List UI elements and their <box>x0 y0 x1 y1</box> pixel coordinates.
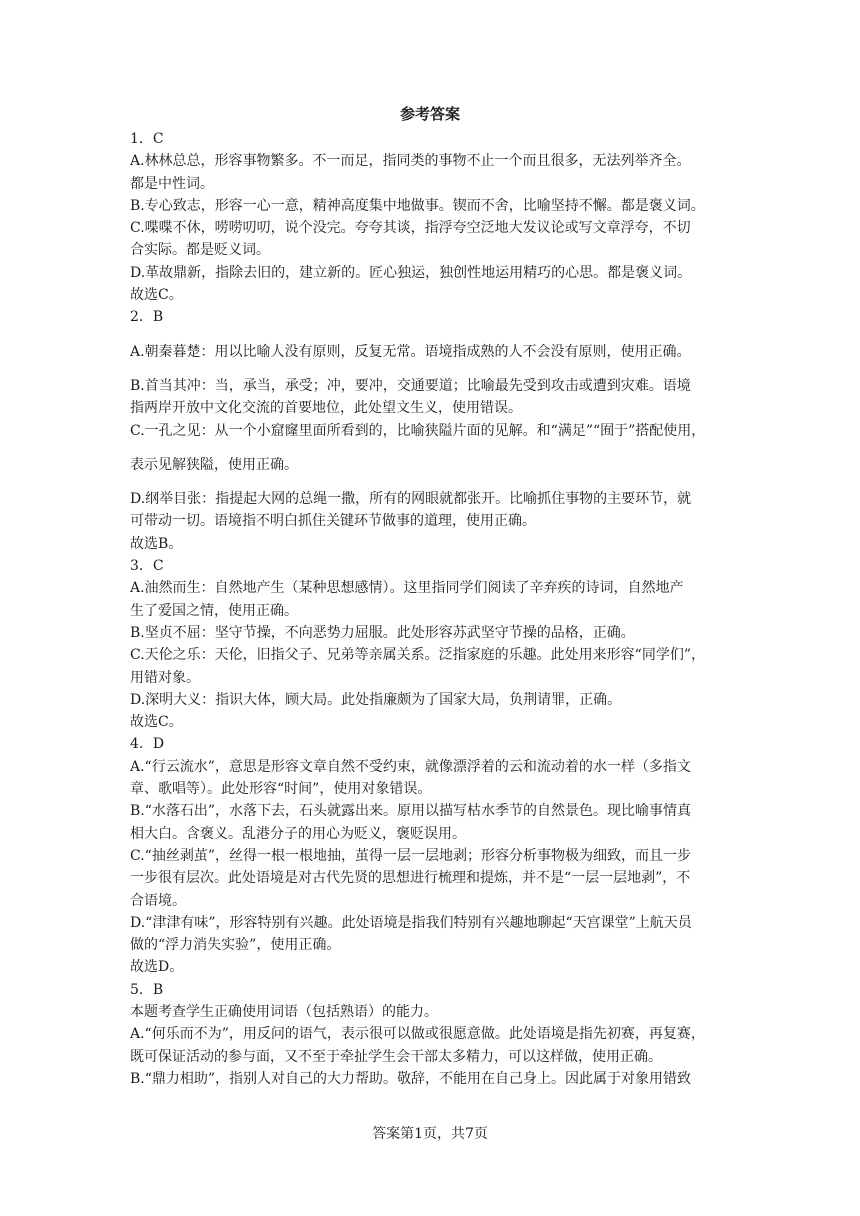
answer-body <box>130 128 742 1090</box>
text-line: 故选B。 <box>130 535 183 552</box>
text-line: B.坚贞不屈：坚守节操，不向恶势力屈服。此处形容苏武坚守节操的品格，正确。 <box>130 624 635 641</box>
text-line: C.“抽丝剥茧”，丝得一根一根地抽，茧得一层一层地剥；形容分析事物极为细致，而且一步 <box>130 847 691 864</box>
text-line: B.“鼎力相助”，指别人对自己的大力帮助。敬辞，不能用在自己身上。因此属于对象用错致 <box>130 1070 692 1087</box>
page-title: 参考答案 <box>399 105 460 123</box>
paragraph-gap <box>130 442 742 454</box>
paragraph-gap <box>130 329 742 341</box>
text-line: 既可保证活动的参与面，又不至于牵扯学生会干部太多精力，可以这样做，使用正确。 <box>130 1048 662 1065</box>
text-line: A.油然而生：自然地产生（某种思想感情）。这里指同学们阅读了辛弃疾的诗词，自然地产 <box>130 580 684 597</box>
text-line: 表示见解狭隘，使用正确。 <box>130 456 298 473</box>
text-line: 4．D <box>130 736 165 753</box>
paragraph-gap <box>130 476 742 488</box>
text-line: 生了爱国之情，使用正确。 <box>130 602 298 619</box>
text-line: 用错对象。 <box>130 669 200 686</box>
text-line: 2．B <box>130 309 164 326</box>
text-line: A.“行云流水”，意思是形容文章自然不受约束，就像漂浮着的云和流动着的水一样（多指文 <box>130 758 691 775</box>
text-line: C.天伦之乐：天伦，旧指父子、兄弟等亲属关系。泛指家庭的乐趣。此处用来形容“同学们”， <box>130 647 705 664</box>
text-line: D.纲举目张：指提起大网的总绳一撒，所有的网眼就都张开。比喻抓住事物的主要环节，就 <box>130 491 692 508</box>
text-line: D.革故鼎新，指除去旧的，建立新的。匠心独运，独创性地运用精巧的心思。都是褒义词。 <box>130 264 692 281</box>
text-line: B.“水落石出”，水落下去，石头就露出来。原用以描写枯水季节的自然景色。现比喻事情真 <box>130 803 692 820</box>
text-line: A.朝秦暮楚：用以比喻人没有原则，反复无常。语境指成熟的人不会没有原则，使用正确。 <box>130 343 691 360</box>
text-line: 故选D。 <box>130 959 184 976</box>
text-line: 1．C <box>130 131 164 147</box>
text-line: 一步很有层次。此处语境是对古代先贤的思想进行梳理和提炼，并不是“一层一层地剥”，不 <box>130 870 691 887</box>
text-line: 章、歌唱等）。此处形容“时间”，使用对象错误。 <box>130 781 432 798</box>
text-line: C.一孔之见：从一个小窟窿里面所看到的，比喻狭隘片面的见解。和“满足”“囿于”搭配使用， <box>130 422 706 439</box>
paragraph-gap <box>130 363 742 375</box>
text-line: B.首当其冲：当，承当，承受；冲，要冲，交通要道；比喻最先受到攻击或遭到灾难。语境 <box>130 377 691 394</box>
text-line: 合语境。 <box>130 892 186 909</box>
text-line: 可带动一切。语境指不明白抓住关键环节做事的道理，使用正确。 <box>130 513 536 530</box>
text-line: B.专心致志，形容一心一意，精神高度集中地做事。锲而不舍，比喻坚持不懈。都是褒义词。 <box>130 197 705 214</box>
text-line: D.深明大义：指识大体，顾大局。此处指廉颇为了国家大局，负荆请罪，正确。 <box>130 691 622 708</box>
text-line: 指两岸开放中文化交流的首要地位，此处望文生义，使用错误。 <box>130 400 522 417</box>
text-line: 故选C。 <box>130 287 183 304</box>
text-line: A.林林总总，形容事物繁多。不一而足，指同类的事物不止一个而且很多，无法列举齐全。 <box>130 153 691 170</box>
text-line: 做的“浮力消失实验”，使用正确。 <box>130 937 341 954</box>
text-line: C.喋喋不休，唠唠叨叨，说个没完。夸夸其谈，指浮夸空泛地大发议论或写文章浮夸，不切 <box>130 220 691 237</box>
text-line: 合实际。都是贬义词。 <box>130 242 270 259</box>
text-line: 3．C <box>130 558 164 575</box>
text-line: 本题考查学生正确使用词语（包括熟语）的能力。 <box>130 1003 438 1020</box>
text-line: 故选C。 <box>130 714 183 731</box>
text-line: 相大白。含褒义。乱港分子的用心为贬义，褒贬误用。 <box>130 825 466 842</box>
page-footer: 答案第1页，共7页 <box>372 1126 488 1142</box>
text-line: D.“津津有味”，形容特别有兴趣。此处语境是指我们特别有兴趣地聊起“天宫课堂”上航天员 <box>130 914 692 931</box>
text-line: 5．B <box>130 981 164 998</box>
text-line: A.“何乐而不为”，用反问的语气，表示很可以做或很愿意做。此处语境是指先初赛，再复赛， <box>130 1026 705 1043</box>
text-line: 都是中性词。 <box>130 175 214 192</box>
